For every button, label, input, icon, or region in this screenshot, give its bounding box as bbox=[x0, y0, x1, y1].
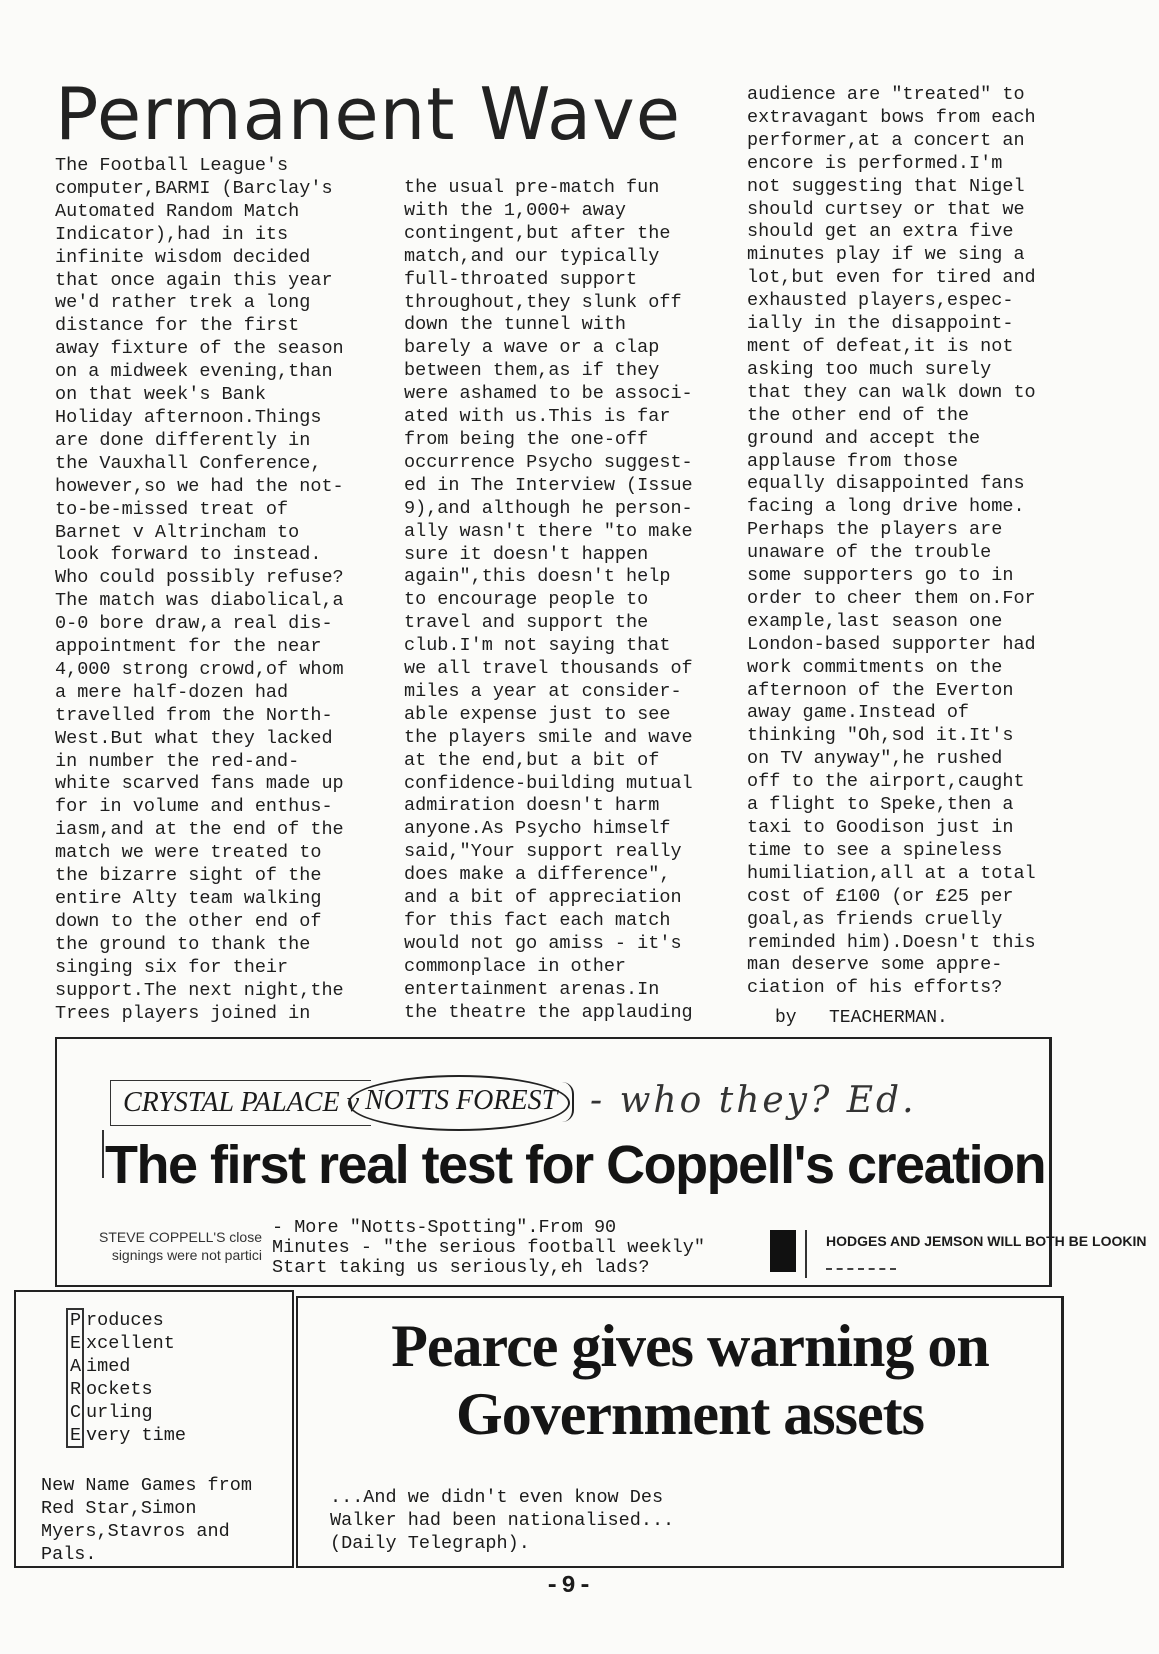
page-number: -9- bbox=[545, 1573, 595, 1600]
article-title: Permanent Wave bbox=[55, 72, 682, 156]
article-line: entire Alty team walking bbox=[55, 888, 322, 909]
article-line: afternoon of the Everton bbox=[747, 679, 1014, 701]
article-line: computer,BARMI (Barclay's bbox=[55, 177, 333, 199]
article-line: again",this doesn't help bbox=[404, 566, 671, 588]
article-line: at the end,but a bit of bbox=[404, 749, 660, 771]
acrostic-row bbox=[70, 1356, 186, 1379]
article-line: club.I'm not saying that bbox=[404, 635, 671, 657]
pearce-acrostic bbox=[70, 1310, 186, 1447]
article-line: London-based supporter had bbox=[747, 633, 1036, 655]
article-line: audience are "treated" to bbox=[747, 84, 1025, 105]
article-line: occurrence Psycho suggest- bbox=[404, 451, 693, 473]
article-line: that they can walk down to bbox=[747, 381, 1036, 403]
article-line: ground and accept the bbox=[747, 427, 981, 449]
article-line: away game.Instead of bbox=[747, 702, 970, 724]
article-line: ed in The Interview (Issue bbox=[404, 474, 693, 496]
article-line: Automated Random Match bbox=[55, 200, 300, 222]
article-line: were ashamed to be associ- bbox=[404, 383, 693, 405]
article-line: facing a long drive home. bbox=[747, 496, 1025, 518]
article-line: 0-0 bore draw,a real dis- bbox=[55, 613, 333, 635]
article-line: however,so we had the not- bbox=[55, 475, 344, 497]
article-line: infinite wisdom decided bbox=[55, 246, 311, 268]
article-line: entertainment arenas.In bbox=[404, 978, 660, 1000]
article-line: singing six for their bbox=[55, 956, 289, 978]
article-line: off to the airport,caught bbox=[747, 771, 1025, 793]
article-line: The match was diabolical,a bbox=[55, 590, 344, 612]
article-line: with the 1,000+ away bbox=[404, 199, 627, 221]
article-line: Perhaps the players are bbox=[747, 519, 1003, 541]
acrostic-row bbox=[70, 1379, 186, 1402]
article-line: on TV anyway",he rushed bbox=[747, 748, 1003, 770]
clipping-headline-pearce: Pearce gives warning on Government assets bbox=[391, 1313, 989, 1447]
article-line: throughout,they slunk off bbox=[404, 291, 682, 313]
article-line: the Vauxhall Conference, bbox=[55, 452, 322, 474]
article-line: a mere half-dozen had bbox=[55, 681, 289, 703]
article-line: anyone.As Psycho himself bbox=[404, 818, 671, 840]
clipping-headline-coppell: The first real test for Coppell's creation bbox=[105, 1135, 1046, 1195]
article-line: the other end of the bbox=[747, 404, 970, 426]
article-line: on that week's Bank bbox=[55, 384, 266, 406]
photo-caption: STEVE COPPELL'S close signings were not partici bbox=[99, 1229, 262, 1263]
acrostic-word-rest: very time bbox=[86, 1424, 186, 1446]
article-line: to encourage people to bbox=[404, 589, 649, 611]
article-line: for this fact each match bbox=[404, 910, 671, 931]
article-line: the players smile and wave bbox=[404, 726, 693, 748]
fixture-home-team: CRYSTAL PALACE v bbox=[123, 1087, 359, 1118]
article-line: lot,but even for tired and bbox=[747, 267, 1036, 289]
article-column-3 bbox=[747, 84, 1036, 1000]
article-line: distance for the first bbox=[55, 315, 300, 337]
article-line: and a bit of appreciation bbox=[404, 887, 682, 909]
article-line: the theatre the applauding bbox=[404, 1001, 693, 1023]
article-line: admiration doesn't harm bbox=[404, 795, 660, 817]
article-line: should get an extra five bbox=[747, 221, 1014, 243]
article-line: a flight to Speke,then a bbox=[747, 794, 1014, 816]
article-line: said,"Your support really bbox=[404, 841, 682, 863]
cut-off-text bbox=[826, 1268, 896, 1273]
article-line: example,last season one bbox=[747, 610, 1003, 632]
article-line: should curtsey or that we bbox=[747, 198, 1025, 220]
acrostic-word-rest: roduces bbox=[86, 1310, 164, 1331]
article-line: 9),and although he person- bbox=[404, 497, 693, 519]
article-line: match we were treated to bbox=[55, 842, 322, 864]
article-line: not suggesting that Nigel bbox=[747, 175, 1025, 197]
article-line: that once again this year bbox=[55, 269, 333, 291]
article-line: contingent,but after the bbox=[404, 222, 671, 244]
article-line: encore is performed.I'm bbox=[747, 152, 1003, 174]
article-line: ially in the disappoint- bbox=[747, 313, 1014, 335]
article-line: applause from those bbox=[747, 450, 958, 472]
article-line: travelled from the North- bbox=[55, 704, 333, 726]
article-line: West.But what they lacked bbox=[55, 727, 333, 749]
article-line: match,and our typically bbox=[404, 245, 660, 267]
article-line: ciation of his efforts? bbox=[747, 977, 1003, 999]
article-line: we'd rather trek a long bbox=[55, 292, 311, 314]
article-line: some supporters go to in bbox=[747, 565, 1014, 587]
acrostic-letter: C bbox=[70, 1401, 82, 1423]
name-games-caption: New Name Games from Red Star,Simon Myers,Stavros and Pals. bbox=[41, 1475, 252, 1565]
article-line: the ground to thank the bbox=[55, 933, 311, 955]
article-line: minutes play if we sing a bbox=[747, 244, 1025, 266]
acrostic-letter: E bbox=[70, 1424, 82, 1446]
article-line: barely a wave or a clap bbox=[404, 337, 660, 359]
article-line: on a midweek evening,than bbox=[55, 361, 333, 383]
column-rule bbox=[805, 1230, 807, 1278]
clipping-subhead: HODGES AND JEMSON WILL BOTH BE LOOKIN bbox=[826, 1233, 1147, 1249]
article-line: ment of defeat,it is not bbox=[747, 335, 1014, 357]
article-line: The Football League's bbox=[55, 155, 289, 176]
article-line: commonplace in other bbox=[404, 955, 627, 977]
article-line: humiliation,all at a total bbox=[747, 862, 1036, 884]
article-line: unaware of the trouble bbox=[747, 542, 992, 564]
article-column-2 bbox=[404, 177, 693, 1025]
article-line: travel and support the bbox=[404, 612, 649, 634]
article-line: able expense just to see bbox=[404, 703, 671, 725]
acrostic-word-rest: ockets bbox=[86, 1378, 153, 1400]
acrostic-row bbox=[70, 1310, 186, 1333]
article-line: between them,as if they bbox=[404, 360, 660, 382]
acrostic-row bbox=[70, 1425, 186, 1448]
article-line: performer,at a concert an bbox=[747, 129, 1025, 151]
acrostic-letter: E bbox=[70, 1332, 82, 1354]
article-line: exhausted players,espec- bbox=[747, 290, 1014, 312]
article-line: down the tunnel with bbox=[404, 314, 627, 336]
article-line: sure it doesn't happen bbox=[404, 543, 649, 565]
article-line: white scarved fans made up bbox=[55, 773, 344, 795]
article-line: man deserve some appre- bbox=[747, 954, 1003, 976]
article-line: would not go amiss - it's bbox=[404, 932, 682, 954]
article-line: appointment for the near bbox=[55, 636, 322, 658]
article-line: taxi to Goodison just in bbox=[747, 817, 1014, 838]
article-line: Trees players joined in bbox=[55, 1002, 311, 1024]
acrostic-row bbox=[70, 1333, 186, 1356]
article-line: to-be-missed treat of bbox=[55, 498, 289, 520]
article-line: are done differently in bbox=[55, 429, 311, 451]
editor-note-des-walker: ...And we didn't even know Des Walker had been nationalised... (Daily Telegraph). bbox=[330, 1487, 675, 1554]
acrostic-letter: A bbox=[70, 1355, 82, 1377]
print-block bbox=[770, 1230, 796, 1272]
fixture-header bbox=[110, 1080, 371, 1126]
article-line: we all travel thousands of bbox=[404, 658, 693, 680]
article-line: Who could possibly refuse? bbox=[55, 567, 344, 589]
article-line: Barnet v Altrincham to bbox=[55, 521, 300, 543]
headline-rule bbox=[102, 1130, 104, 1178]
article-line: for in volume and enthus- bbox=[55, 796, 333, 818]
article-line: from being the one-off bbox=[404, 428, 649, 450]
article-line: goal,as friends cruelly bbox=[747, 908, 1003, 930]
acrostic-word-rest: imed bbox=[86, 1355, 131, 1377]
fixture-bracket bbox=[562, 1082, 574, 1122]
article-line: order to cheer them on.For bbox=[747, 587, 1036, 609]
article-line: confidence-building mutual bbox=[404, 772, 693, 794]
article-line: full-throated support bbox=[404, 268, 638, 290]
article-line: down to the other end of bbox=[55, 910, 322, 932]
acrostic-letter: P bbox=[70, 1310, 82, 1331]
article-line: iasm,and at the end of the bbox=[55, 819, 344, 841]
article-line: reminded him).Doesn't this bbox=[747, 931, 1036, 953]
article-line: away fixture of the season bbox=[55, 338, 344, 360]
handwritten-editor-note: - who they? Ed. bbox=[590, 1080, 917, 1121]
article-line: the usual pre-match fun bbox=[404, 177, 660, 198]
article-line: does make a difference", bbox=[404, 864, 671, 886]
article-line: equally disappointed fans bbox=[747, 473, 1025, 495]
article-column-1 bbox=[55, 155, 344, 1025]
byline: by TEACHERMAN. bbox=[775, 1008, 948, 1028]
article-line: work commitments on the bbox=[747, 656, 1003, 678]
article-line: time to see a spineless bbox=[747, 839, 1003, 861]
article-line: support.The next night,the bbox=[55, 979, 344, 1001]
article-line: 4,000 strong crowd,of whom bbox=[55, 658, 344, 680]
article-line: asking too much surely bbox=[747, 358, 992, 380]
article-line: ally wasn't there "to make bbox=[404, 520, 693, 542]
article-line: extravagant bows from each bbox=[747, 106, 1036, 128]
article-line: thinking "Oh,sod it.It's bbox=[747, 725, 1014, 747]
article-line: Holiday afternoon.Things bbox=[55, 406, 322, 428]
article-line: in number the red-and- bbox=[55, 750, 300, 772]
article-line: cost of £100 (or £25 per bbox=[747, 885, 1014, 907]
acrostic-word-rest: urling bbox=[86, 1401, 153, 1423]
acrostic-row bbox=[70, 1402, 186, 1425]
article-line: Indicator),had in its bbox=[55, 223, 289, 245]
article-line: the bizarre sight of the bbox=[55, 865, 322, 887]
acrostic-letter: R bbox=[70, 1378, 82, 1400]
acrostic-word-rest: xcellent bbox=[86, 1332, 175, 1354]
editor-note-notts-spotting: - More "Notts-Spotting".From 90 Minutes - "the serious football weekly" Start taking us seriously,eh lads? bbox=[272, 1217, 705, 1278]
article-line: miles a year at consider- bbox=[404, 680, 682, 702]
article-line: ated with us.This is far bbox=[404, 406, 671, 428]
fixture-away-team: NOTTS FOREST bbox=[365, 1085, 558, 1116]
article-line: look forward to instead. bbox=[55, 544, 322, 566]
